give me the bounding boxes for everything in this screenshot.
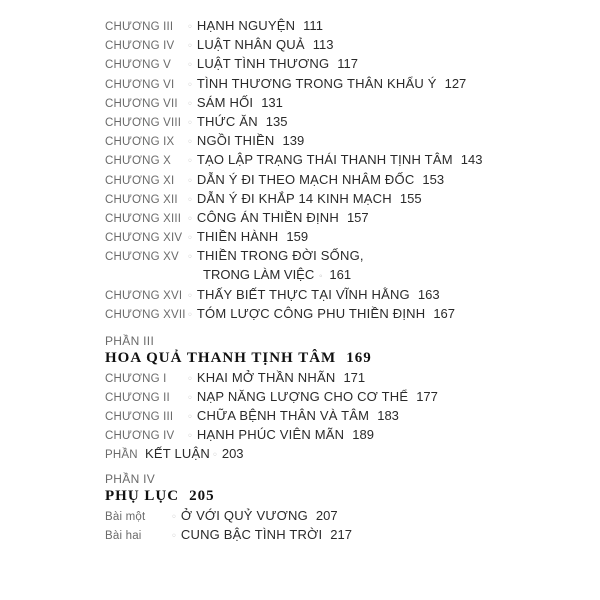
chapter-title: KẾT LUẬN: [145, 446, 210, 461]
part-label: PHẦN: [105, 449, 138, 461]
page-number: 153: [422, 172, 445, 187]
separator-icon: ◦: [187, 252, 193, 263]
toc-entry: [105, 114, 288, 133]
chapter-title: TẠO LẬP TRẠNG THÁI THANH TỊNH TÂM: [196, 152, 453, 167]
page-number: 207: [315, 508, 338, 523]
separator-icon: ◦: [187, 80, 193, 91]
toc-entry: [105, 508, 338, 527]
part-label: PHẦN IV: [105, 472, 156, 486]
chapter-label: CHƯƠNG XVI: [105, 290, 183, 302]
chapter-label: CHƯƠNG III: [105, 21, 174, 33]
part-title-text: PHỤ LỤC: [105, 488, 180, 504]
toc-entry: [105, 370, 365, 389]
toc-entry: [105, 210, 369, 229]
separator-icon: ◦: [187, 291, 193, 302]
toc-entry: [105, 133, 304, 152]
chapter-title: THIỀN TRONG ĐỜI SỐNG,: [196, 248, 364, 263]
chapter-title: NẠP NĂNG LƯỢNG CHO CƠ THỂ: [196, 389, 409, 404]
separator-icon: ◦: [187, 137, 193, 148]
separator-icon: ◦: [187, 176, 193, 187]
toc-entry: [105, 287, 440, 306]
chapter-title: TÓM LƯỢC CÔNG PHU THIỀN ĐỊNH: [196, 306, 426, 321]
chapter-label: CHƯƠNG VII: [105, 98, 178, 110]
chapter-label: CHƯƠNG IV: [105, 40, 175, 52]
page-number: 159: [286, 229, 309, 244]
page-number: 113: [312, 37, 334, 52]
page-number: 111: [303, 18, 323, 33]
chapter-label: CHƯƠNG XIV: [105, 232, 183, 244]
page-number: 143: [460, 152, 483, 167]
separator-icon: ◦: [187, 214, 193, 225]
chapter-title: THIỀN HÀNH: [196, 229, 279, 244]
part-title: [105, 350, 372, 367]
toc-entry: [105, 172, 444, 191]
separator-icon: ◦: [187, 393, 193, 404]
separator-icon: ◦: [187, 60, 193, 71]
chapter-title: LUẬT TÌNH THƯƠNG: [196, 56, 330, 71]
toc-entry: [105, 229, 308, 248]
chapter-title: KHAI MỞ THẦN NHÃN: [196, 370, 336, 385]
separator-icon: ◦: [187, 41, 193, 52]
page-number: 205: [189, 488, 215, 504]
toc-entry: [105, 389, 438, 408]
separator-icon: ◦: [187, 431, 193, 442]
separator-icon: ◦: [211, 450, 218, 461]
separator-icon: ◦: [187, 156, 193, 167]
chapter-title: LUẬT NHÂN QUẢ: [196, 37, 305, 52]
page-number: 139: [282, 133, 305, 148]
separator-icon: ◦: [187, 195, 193, 206]
separator-icon: ◦: [171, 512, 177, 523]
chapter-title: THỨC ĂN: [196, 114, 258, 129]
page-number: 169: [346, 350, 372, 366]
chapter-label: CHƯƠNG V: [105, 59, 172, 71]
page-number: 171: [343, 370, 366, 385]
page-number: 163: [417, 287, 440, 302]
toc-entry: [105, 18, 323, 37]
separator-icon: ◦: [187, 412, 193, 423]
page-number: 177: [416, 389, 438, 404]
chapter-title: DẪN Ý ĐI KHẮP 14 KINH MẠCH: [196, 191, 392, 206]
chapter-label: CHƯƠNG X: [105, 155, 172, 167]
page-number: 217: [330, 527, 352, 542]
page-number: 203: [221, 446, 244, 461]
toc-entry: [105, 95, 283, 114]
separator-icon: ◦: [187, 233, 193, 244]
page-number: 161: [329, 267, 352, 282]
toc-entry: [105, 527, 352, 546]
chapter-label: CHƯƠNG XII: [105, 194, 178, 206]
chapter-label: CHƯƠNG I: [105, 373, 167, 385]
chapter-title: CÔNG ÁN THIỀN ĐỊNH: [196, 210, 339, 225]
toc-entry: [105, 152, 482, 171]
toc-entry: [105, 248, 364, 267]
page-number: 189: [352, 427, 374, 442]
chapter-title: CHỮA BỆNH THÂN VÀ TÂM: [196, 408, 370, 423]
appendix-title: CUNG BẬC TÌNH TRỜI: [180, 527, 323, 542]
page-number: 131: [261, 95, 283, 110]
separator-icon: ◦: [187, 22, 193, 33]
page-number: 127: [444, 76, 467, 91]
page-number: 155: [399, 191, 422, 206]
chapter-title: SÁM HỐI: [196, 95, 254, 110]
chapter-label: CHƯƠNG XVII: [105, 309, 186, 321]
toc-entry: [105, 56, 358, 75]
chapter-label: CHƯƠNG III: [105, 411, 174, 423]
chapter-title: TRONG LÀM VIỆC: [203, 267, 315, 282]
separator-icon: ◦: [187, 99, 193, 110]
page-number: 183: [377, 408, 399, 423]
toc-entry: [105, 306, 455, 325]
separator-icon: ◦: [187, 310, 193, 321]
chapter-label: CHƯƠNG XIII: [105, 213, 182, 225]
chapter-label: CHƯƠNG XV: [105, 251, 179, 263]
chapter-label: CHƯƠNG II: [105, 392, 170, 404]
chapter-title: HẠNH PHÚC VIÊN MÃN: [196, 427, 345, 442]
page-number: 135: [265, 114, 288, 129]
toc-entry: [105, 408, 399, 427]
appendix-label: Bài hai: [105, 530, 142, 542]
chapter-label: CHƯƠNG VI: [105, 79, 175, 91]
page-number: 157: [346, 210, 369, 225]
separator-icon: ◦: [187, 118, 193, 129]
separator-icon: ◦: [316, 271, 326, 282]
part-title-text: HOA QUẢ THANH TỊNH TÂM: [105, 350, 337, 366]
toc-entry: [105, 191, 422, 210]
toc-entry: [105, 427, 374, 446]
page-number: 117: [337, 56, 358, 71]
separator-icon: ◦: [187, 374, 193, 385]
toc-entry: [105, 76, 466, 95]
chapter-label: CHƯƠNG XI: [105, 175, 175, 187]
toc-entry: [105, 446, 244, 465]
chapter-label: CHƯƠNG VIII: [105, 117, 182, 129]
chapter-title: NGỒI THIỀN: [196, 133, 275, 148]
chapter-label: CHƯƠNG IX: [105, 136, 175, 148]
chapter-title-continuation: [203, 267, 351, 282]
chapter-title: THẤY BIẾT THỰC TẠI VĨNH HẰNG: [196, 287, 410, 302]
part-title: [105, 488, 215, 505]
appendix-title: Ở VỚI QUỶ VƯƠNG: [180, 508, 308, 523]
appendix-label: Bài một: [105, 511, 146, 523]
page-number: 167: [433, 306, 456, 321]
chapter-title: DẪN Ý ĐI THEO MẠCH NHÂM ĐỐC: [196, 172, 415, 187]
toc-entry: [105, 37, 333, 56]
separator-icon: ◦: [171, 531, 177, 542]
chapter-title: TÌNH THƯƠNG TRONG THÂN KHẨU Ý: [196, 76, 437, 91]
chapter-title: HẠNH NGUYỆN: [196, 18, 296, 33]
chapter-label: CHƯƠNG IV: [105, 430, 175, 442]
part-label: PHẦN III: [105, 334, 155, 348]
